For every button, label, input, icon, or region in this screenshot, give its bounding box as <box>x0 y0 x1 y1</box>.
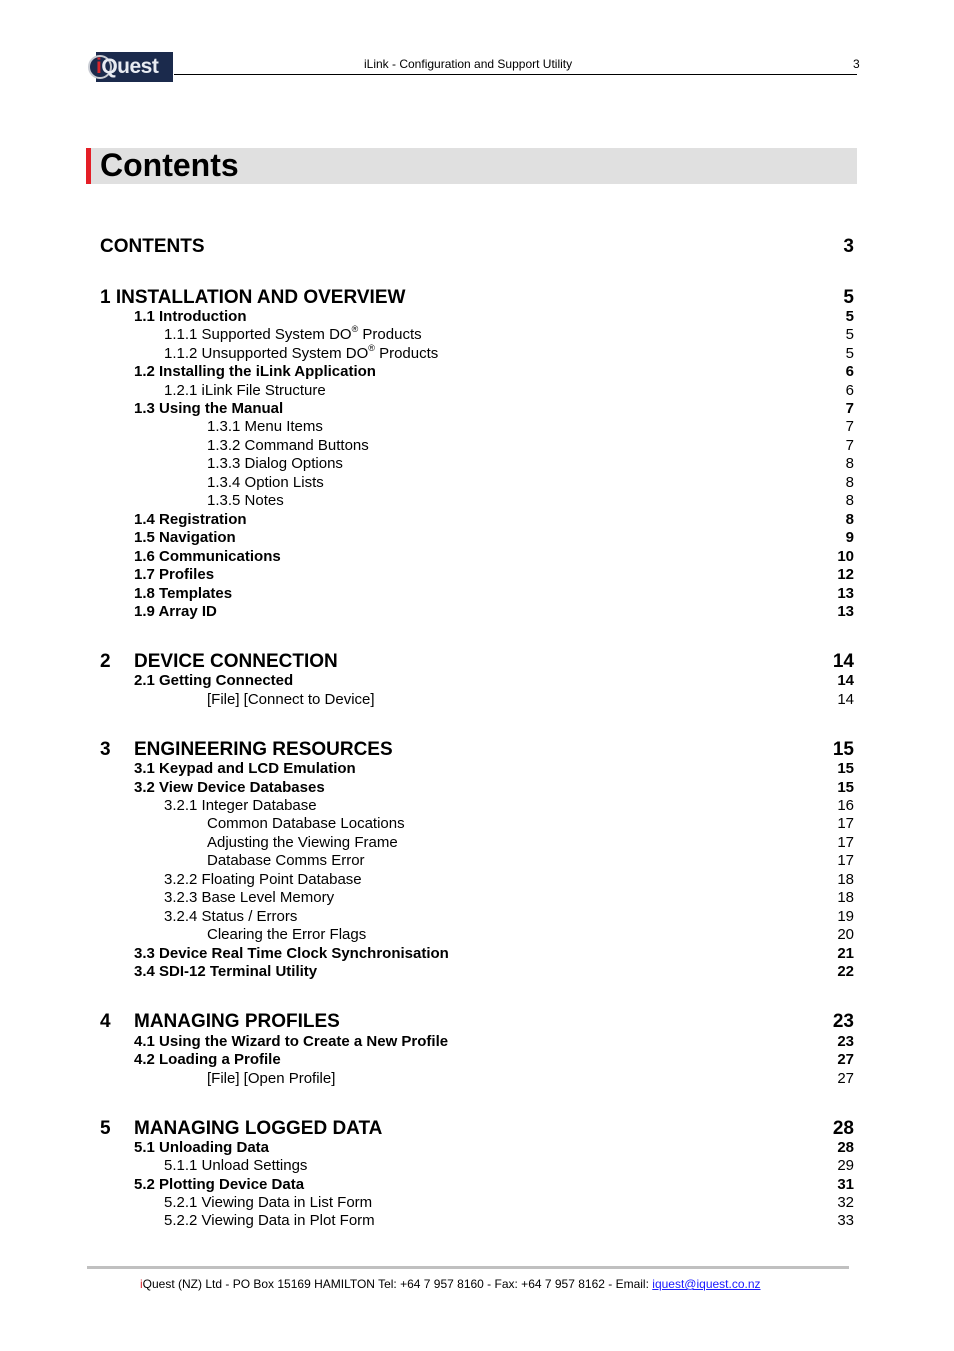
toc-entry-number: 4 <box>100 1011 111 1032</box>
toc-entry-page: 28 <box>837 1139 854 1156</box>
footer-text: Quest (NZ) Ltd - PO Box 15169 HAMILTON Tel: +64 7 957 8160 - Fax: +64 7 957 8162 - Email: <box>142 1277 653 1291</box>
toc-entry-number: 5 <box>100 1118 111 1139</box>
toc-entry-title <box>134 739 393 761</box>
toc-entry-title <box>207 474 324 492</box>
header-rule <box>174 74 857 75</box>
toc-entry-page: 27 <box>837 1070 854 1087</box>
toc-entry[interactable] <box>100 1011 854 1033</box>
toc-entry[interactable] <box>100 926 854 944</box>
logo-wordmark <box>96 55 158 79</box>
toc-entry-page: 19 <box>837 908 854 925</box>
toc-entry-title <box>164 797 317 815</box>
toc-entry-page: 13 <box>837 603 854 620</box>
logo-quest: Quest <box>101 55 159 78</box>
toc-entry-title-text: 5.2.1 Viewing Data in List Form <box>164 1194 373 1211</box>
toc-entry-title-text: Clearing the Error Flags <box>207 926 367 943</box>
toc-entry-number: 3 <box>100 739 111 760</box>
toc-entry-title <box>134 1051 281 1069</box>
toc-entry-title-text: 1.3.2 Command Buttons <box>207 437 369 454</box>
toc-entry[interactable] <box>100 474 854 492</box>
toc-entry-title <box>134 511 247 529</box>
toc-entry-title-suffix: Products <box>374 345 439 362</box>
toc-entry[interactable] <box>100 1194 854 1212</box>
toc-entry-page: 8 <box>845 455 854 472</box>
toc-entry-title <box>207 691 375 709</box>
page-title: Contents <box>100 147 239 183</box>
toc-entry[interactable] <box>100 1212 854 1230</box>
footer <box>140 1277 761 1291</box>
footer-email-link[interactable]: iquest@iquest.co.nz <box>652 1277 761 1291</box>
toc-entry-page: 21 <box>837 945 854 962</box>
toc-entry-page: 28 <box>832 1118 854 1139</box>
logo-i: i <box>96 55 102 78</box>
toc-entry-title-text: ENGINEERING RESOURCES <box>134 739 393 760</box>
toc-entry-title-text: 3.2.1 Integer Database <box>164 797 317 814</box>
toc-entry-title-text: 3.1 Keypad and LCD Emulation <box>134 760 356 777</box>
toc-entry-title-text: 3.2.3 Base Level Memory <box>164 889 335 906</box>
toc-entry[interactable] <box>100 382 854 400</box>
toc-entry-title <box>164 871 362 889</box>
toc-entry[interactable] <box>100 400 854 418</box>
toc-entry-title-text: 4.1 Using the Wizard to Create a New Profile <box>134 1033 449 1050</box>
toc-entry[interactable] <box>100 492 854 510</box>
toc-entry[interactable] <box>100 779 854 797</box>
toc-entry[interactable] <box>100 889 854 907</box>
toc-entry-title <box>207 852 365 870</box>
toc-entry-page: 27 <box>837 1051 854 1068</box>
toc-entry[interactable] <box>100 418 854 436</box>
toc-entry[interactable] <box>100 1033 854 1051</box>
toc-entry-title <box>164 382 326 400</box>
toc-entry-title-text: 1.5 Navigation <box>134 529 236 546</box>
toc-entry-title <box>207 437 369 455</box>
toc-entry-page: 17 <box>837 852 854 869</box>
toc-entry-title-text: CONTENTS <box>100 236 205 257</box>
toc-entry-title <box>134 529 236 547</box>
toc-entry-page: 15 <box>837 760 854 777</box>
toc-entry-title <box>164 326 422 344</box>
toc-entry-title <box>134 1139 269 1157</box>
toc-entry-title <box>164 1194 372 1212</box>
toc-entry-title <box>207 492 284 510</box>
toc-entry-title-text: MANAGING PROFILES <box>134 1011 340 1032</box>
toc-entry[interactable] <box>100 815 854 833</box>
toc-entry-title <box>164 889 334 907</box>
toc-entry[interactable] <box>100 760 854 778</box>
toc-entry-title-text: 3.4 SDI-12 Terminal Utility <box>134 963 318 980</box>
header-page-number: 3 <box>853 57 860 71</box>
toc-entry-title <box>134 779 325 797</box>
toc-entry-page: 29 <box>837 1157 854 1174</box>
toc-entry[interactable] <box>100 1118 854 1140</box>
toc-entry-page: 33 <box>837 1212 854 1229</box>
toc-entry-page: 7 <box>845 418 854 435</box>
toc-entry-page: 17 <box>837 815 854 832</box>
toc-entry-page: 14 <box>837 672 854 689</box>
toc-entry-page: 8 <box>845 492 854 509</box>
toc-entry-title-text: 5.1 Unloading Data <box>134 1139 270 1156</box>
toc-entry-title-text: 1.1 Introduction <box>134 308 247 325</box>
toc-entry-page: 17 <box>837 834 854 851</box>
toc-entry[interactable] <box>100 963 854 981</box>
toc-entry-page: 23 <box>832 1011 854 1032</box>
toc-entry[interactable] <box>100 437 854 455</box>
registered-mark: ® <box>351 324 359 334</box>
toc-entry-title <box>134 1033 448 1051</box>
toc-entry-title-text: 1.4 Registration <box>134 511 247 528</box>
toc-entry-page: 6 <box>845 363 854 380</box>
toc-entry-title <box>207 926 366 944</box>
toc-entry[interactable] <box>100 1139 854 1157</box>
toc-entry-title-text: 1.1.2 Unsupported System DO <box>164 345 369 362</box>
toc-entry-page: 18 <box>837 871 854 888</box>
toc-entry-title-text: 5.2.2 Viewing Data in Plot Form <box>164 1212 375 1229</box>
toc-entry-title <box>134 363 376 381</box>
toc-entry[interactable] <box>100 548 854 566</box>
toc-entry-title-text: 3.2.4 Status / Errors <box>164 908 298 925</box>
toc-entry-title-text: 4.2 Loading a Profile <box>134 1051 281 1068</box>
toc-entry-title-text: 1.3.3 Dialog Options <box>207 455 343 472</box>
toc-entry-page: 5 <box>845 308 854 325</box>
toc-entry-page: 5 <box>845 326 854 343</box>
toc-entry-page: 18 <box>837 889 854 906</box>
toc-entry-title-text: [File] [Open Profile] <box>207 1070 336 1087</box>
toc-entry-title <box>207 418 323 436</box>
toc-entry[interactable] <box>100 651 854 673</box>
toc-entry-title <box>134 651 338 673</box>
toc-entry-title <box>134 603 217 621</box>
toc-entry-page: 6 <box>845 382 854 399</box>
toc-entry-title-text: 1.2.1 iLink File Structure <box>164 382 326 399</box>
toc-entry-title-text: 1 INSTALLATION AND OVERVIEW <box>100 287 406 308</box>
toc-entry[interactable] <box>100 739 854 761</box>
toc-entry-page: 13 <box>837 585 854 602</box>
toc-entry-title <box>100 287 405 309</box>
toc-entry-title-suffix: Products <box>358 326 422 343</box>
toc-entry-title-text: Common Database Locations <box>207 815 405 832</box>
toc-entry[interactable] <box>100 1070 854 1088</box>
toc-entry-title <box>164 1212 375 1230</box>
toc-entry-page: 7 <box>845 437 854 454</box>
registered-mark: ® <box>368 343 375 353</box>
toc-entry-title <box>134 548 281 566</box>
toc-entry[interactable] <box>100 1051 854 1069</box>
toc-entry-number: 2 <box>100 651 111 672</box>
toc-entry-title <box>134 308 247 326</box>
toc-entry-title-text: 1.2 Installing the iLink Application <box>134 363 376 380</box>
toc-entry-title-text: DEVICE CONNECTION <box>134 651 338 672</box>
toc-entry-title <box>134 1011 340 1033</box>
toc-entry[interactable] <box>100 852 854 870</box>
toc-entry-page: 10 <box>837 548 854 565</box>
toc-entry-title <box>207 455 343 473</box>
toc-entry-page: 20 <box>837 926 854 943</box>
toc-entry-title <box>164 345 438 363</box>
toc-entry-title-text: 1.3.4 Option Lists <box>207 474 324 491</box>
toc-entry-title <box>207 1070 335 1088</box>
toc-entry-title-text: 5.2 Plotting Device Data <box>134 1176 305 1193</box>
toc-entry[interactable] <box>100 691 854 709</box>
toc-entry[interactable] <box>100 908 854 926</box>
toc-entry-title <box>134 1176 304 1194</box>
toc-entry-title <box>134 566 214 584</box>
toc-entry-title <box>134 945 449 963</box>
toc-entry-page: 8 <box>845 511 854 528</box>
toc-entry[interactable] <box>100 363 854 381</box>
footer-rule <box>87 1266 849 1269</box>
toc-entry-page: 14 <box>837 691 854 708</box>
toc-entry-title-text: Database Comms Error <box>207 852 365 869</box>
toc-entry-title-text: 3.3 Device Real Time Clock Synchronisation <box>134 945 449 962</box>
toc-entry[interactable] <box>100 566 854 584</box>
toc-entry-title <box>207 834 398 852</box>
toc-entry-title-text: 1.9 Array ID <box>134 603 217 620</box>
toc-entry[interactable] <box>100 1157 854 1175</box>
toc-entry[interactable] <box>100 1176 854 1194</box>
toc-entry-title-text: Adjusting the Viewing Frame <box>207 834 398 851</box>
toc-entry-title <box>134 963 317 981</box>
toc-entry-title <box>134 672 293 690</box>
iquest-logo <box>88 52 173 83</box>
contents-heading-band <box>86 148 857 184</box>
toc-entry-page: 15 <box>832 739 854 760</box>
toc-entry-page: 9 <box>845 529 854 546</box>
toc-entry-title <box>134 760 356 778</box>
toc-entry-page: 31 <box>837 1176 854 1193</box>
heading-accent-bar <box>86 148 91 184</box>
toc-entry-page: 22 <box>837 963 854 980</box>
toc-entry[interactable] <box>100 871 854 889</box>
toc-entry-title-text: 3.2 View Device Databases <box>134 779 325 796</box>
toc-entry-page: 32 <box>837 1194 854 1211</box>
toc-entry[interactable] <box>100 585 854 603</box>
toc-entry-page: 14 <box>832 651 854 672</box>
toc-entry-page: 12 <box>837 566 854 583</box>
toc-entry-page: 7 <box>845 400 854 417</box>
toc-entry[interactable] <box>100 603 854 621</box>
footer-i: i <box>140 1277 143 1291</box>
toc-entry-page: 5 <box>845 345 854 362</box>
toc-entry[interactable] <box>100 455 854 473</box>
toc-entry-title-text: 1.3.1 Menu Items <box>207 418 323 435</box>
toc-entry[interactable] <box>100 326 854 344</box>
toc-entry-page: 16 <box>837 797 854 814</box>
toc-entry-title-text: 1.1.1 Supported System DO <box>164 326 352 343</box>
toc-entry-title-text: 1.8 Templates <box>134 585 233 602</box>
toc-entry[interactable] <box>100 287 854 309</box>
toc-entry-page: 3 <box>843 236 854 257</box>
toc-entry-title <box>207 815 405 833</box>
toc-entry-page: 8 <box>845 474 854 491</box>
toc-entry-title <box>134 400 283 418</box>
toc-entry-title <box>100 236 205 258</box>
toc-entry-title-text: 1.6 Communications <box>134 548 281 565</box>
header-title: iLink - Configuration and Support Utility <box>364 57 573 71</box>
toc-entry[interactable] <box>100 834 854 852</box>
toc-entry[interactable] <box>100 672 854 690</box>
toc-entry-title <box>164 1157 307 1175</box>
toc-entry-title <box>134 585 232 603</box>
toc-entry-title-text: 3.2.2 Floating Point Database <box>164 871 362 888</box>
toc-entry-page: 23 <box>837 1033 854 1050</box>
toc-entry[interactable] <box>100 511 854 529</box>
toc-entry-title-text: MANAGING LOGGED DATA <box>134 1118 383 1139</box>
toc-entry-page: 5 <box>843 287 854 308</box>
toc-entry[interactable] <box>100 308 854 326</box>
toc-entry-title-text: 2.1 Getting Connected <box>134 672 294 689</box>
toc-entry-page: 15 <box>837 779 854 796</box>
toc-entry[interactable] <box>100 236 854 258</box>
toc-entry[interactable] <box>100 529 854 547</box>
toc-entry[interactable] <box>100 797 854 815</box>
toc-entry-title-text: 1.3 Using the Manual <box>134 400 284 417</box>
toc-entry[interactable] <box>100 345 854 363</box>
toc-entry-title-text: 1.3.5 Notes <box>207 492 284 509</box>
toc-entry-title-text: 5.1.1 Unload Settings <box>164 1157 308 1174</box>
toc-entry-title <box>164 908 297 926</box>
toc-entry-title-text: [File] [Connect to Device] <box>207 691 375 708</box>
toc-entry[interactable] <box>100 945 854 963</box>
toc-entry-title <box>134 1118 382 1140</box>
toc-entry-title-text: 1.7 Profiles <box>134 566 215 583</box>
